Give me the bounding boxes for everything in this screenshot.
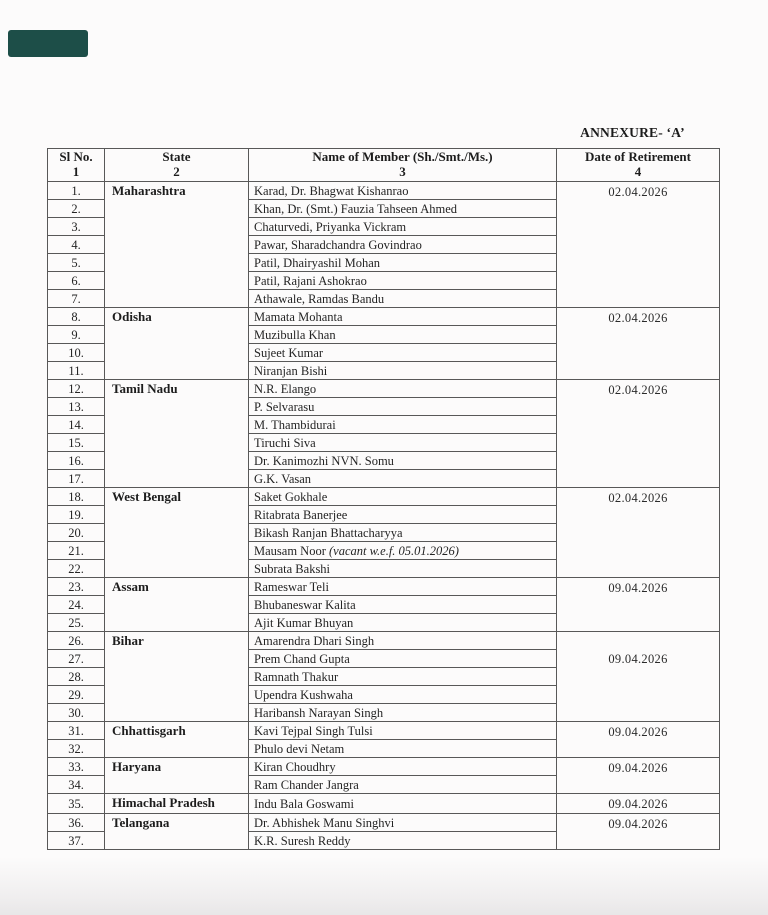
member-name-cell: Bikash Ranjan Bhattacharyya — [249, 524, 557, 542]
retirement-table — [47, 148, 720, 850]
sl-no-cell: 22. — [48, 560, 105, 578]
retirement-date-cell: 09.04.2026 — [557, 794, 720, 814]
sl-no-cell: 36. — [48, 814, 105, 832]
retirement-date-cell: 09.04.2026 — [557, 758, 720, 794]
header-number: 4 — [634, 163, 642, 179]
table-row — [48, 722, 720, 740]
retirement-date-cell: 09.04.2026 — [557, 632, 720, 722]
sl-no-cell: 18. — [48, 488, 105, 506]
member-name-cell: K.R. Suresh Reddy — [249, 832, 557, 850]
member-name-cell: Dr. Kanimozhi NVN. Somu — [249, 452, 557, 470]
header-number: 3 — [399, 163, 406, 179]
state-cell: Bihar — [105, 632, 249, 722]
member-name-cell: P. Selvarasu — [249, 398, 557, 416]
state-cell: Haryana — [105, 758, 249, 794]
sl-no-cell: 11. — [48, 362, 105, 380]
sl-no-cell: 12. — [48, 380, 105, 398]
retirement-date-cell: 02.04.2026 — [557, 182, 720, 308]
sl-no-cell: 30. — [48, 704, 105, 722]
state-cell: Odisha — [105, 308, 249, 380]
member-name-cell: M. Thambidurai — [249, 416, 557, 434]
sl-no-cell: 27. — [48, 650, 105, 668]
retirement-date-cell: 09.04.2026 — [557, 814, 720, 850]
sl-no-cell: 32. — [48, 740, 105, 758]
sl-no-cell: 9. — [48, 326, 105, 344]
member-name-cell: Ajit Kumar Bhuyan — [249, 614, 557, 632]
member-name-cell: Ritabrata Banerjee — [249, 506, 557, 524]
member-name-cell: Kiran Choudhry — [249, 758, 557, 776]
member-name-cell: Saket Gokhale — [249, 488, 557, 506]
table-row — [48, 308, 720, 326]
sl-no-cell: 14. — [48, 416, 105, 434]
sl-no-cell: 31. — [48, 722, 105, 740]
sl-no-cell: 37. — [48, 832, 105, 850]
header-number: 1 — [72, 163, 80, 179]
member-name-cell: Pawar, Sharadchandra Govindrao — [249, 236, 557, 254]
member-name-cell: Rameswar Teli — [249, 578, 557, 596]
member-name-cell: Niranjan Bishi — [249, 362, 557, 380]
member-name-cell: Ram Chander Jangra — [249, 776, 557, 794]
member-name-cell: Dr. Abhishek Manu Singhvi — [249, 814, 557, 832]
member-name-cell: Subrata Bakshi — [249, 560, 557, 578]
member-name-cell: Upendra Kushwaha — [249, 686, 557, 704]
table-row — [48, 814, 720, 832]
sl-no-cell: 16. — [48, 452, 105, 470]
header-cell-member-name — [249, 149, 557, 182]
sl-no-cell: 7. — [48, 290, 105, 308]
sl-no-cell: 33. — [48, 758, 105, 776]
member-name-cell: Tiruchi Siva — [249, 434, 557, 452]
sl-no-cell: 20. — [48, 524, 105, 542]
member-name-cell: Sujeet Kumar — [249, 344, 557, 362]
sl-no-cell: 3. — [48, 218, 105, 236]
member-name-cell: Khan, Dr. (Smt.) Fauzia Tahseen Ahmed — [249, 200, 557, 218]
member-name-cell: Patil, Rajani Ashokrao — [249, 272, 557, 290]
member-name-cell: Chaturvedi, Priyanka Vickram — [249, 218, 557, 236]
state-cell: Himachal Pradesh — [105, 794, 249, 814]
sl-no-cell: 29. — [48, 686, 105, 704]
state-cell: Tamil Nadu — [105, 380, 249, 488]
table-row — [48, 632, 720, 650]
header-cell-sl-no — [48, 149, 105, 182]
state-cell: Maharashtra — [105, 182, 249, 308]
member-name-cell: Indu Bala Goswami — [249, 794, 557, 814]
header-number: 2 — [173, 163, 180, 179]
header-title: State — [162, 149, 191, 164]
retirement-date-cell: 09.04.2026 — [557, 578, 720, 632]
member-name-cell: G.K. Vasan — [249, 470, 557, 488]
sl-no-cell: 23. — [48, 578, 105, 596]
sl-no-cell: 34. — [48, 776, 105, 794]
retirement-date-cell: 02.04.2026 — [557, 488, 720, 578]
vacancy-note: (vacant w.e.f. 05.01.2026) — [325, 543, 459, 558]
table-header-row — [48, 149, 720, 182]
header-cell-state — [105, 149, 249, 182]
member-name-cell: Muzibulla Khan — [249, 326, 557, 344]
sl-no-cell: 25. — [48, 614, 105, 632]
annexure-label: ANNEXURE- ‘A’ — [580, 125, 685, 140]
sl-no-cell: 13. — [48, 398, 105, 416]
member-name-cell: Athawale, Ramdas Bandu — [249, 290, 557, 308]
header-title: Sl No. — [59, 149, 93, 164]
member-name-cell: Mamata Mohanta — [249, 308, 557, 326]
table-row — [48, 758, 720, 776]
member-name-cell: N.R. Elango — [249, 380, 557, 398]
table-row — [48, 794, 720, 814]
retirement-date-cell: 02.04.2026 — [557, 380, 720, 488]
header-title: Name of Member (Sh./Smt./Ms.) — [312, 149, 493, 164]
retirement-date-cell: 02.04.2026 — [557, 308, 720, 380]
sl-no-cell: 6. — [48, 272, 105, 290]
member-name-cell: Haribansh Narayan Singh — [249, 704, 557, 722]
sl-no-cell: 15. — [48, 434, 105, 452]
state-cell: Chhattisgarh — [105, 722, 249, 758]
sl-no-cell: 1. — [48, 182, 105, 200]
corner-mark — [8, 30, 88, 57]
member-name-cell: Bhubaneswar Kalita — [249, 596, 557, 614]
state-cell: Assam — [105, 578, 249, 632]
sl-no-cell: 4. — [48, 236, 105, 254]
state-cell: West Bengal — [105, 488, 249, 578]
sl-no-cell: 5. — [48, 254, 105, 272]
member-name-cell: Amarendra Dhari Singh — [249, 632, 557, 650]
member-name-cell: Patil, Dhairyashil Mohan — [249, 254, 557, 272]
sl-no-cell: 10. — [48, 344, 105, 362]
table-row — [48, 488, 720, 506]
header-title: Date of Retirement — [585, 149, 691, 164]
sl-no-cell: 28. — [48, 668, 105, 686]
member-name-cell: Ramnath Thakur — [249, 668, 557, 686]
state-cell: Telangana — [105, 814, 249, 850]
member-name-cell: Mausam Noor (vacant w.e.f. 05.01.2026) — [249, 542, 557, 560]
sl-no-cell: 26. — [48, 632, 105, 650]
retirement-date-cell: 09.04.2026 — [557, 722, 720, 758]
member-name-cell: Prem Chand Gupta — [249, 650, 557, 668]
sl-no-cell: 24. — [48, 596, 105, 614]
sl-no-cell: 2. — [48, 200, 105, 218]
sl-no-cell: 8. — [48, 308, 105, 326]
sl-no-cell: 19. — [48, 506, 105, 524]
table-row — [48, 182, 720, 200]
member-name-cell: Karad, Dr. Bhagwat Kishanrao — [249, 182, 557, 200]
sl-no-cell: 17. — [48, 470, 105, 488]
scan-shadow — [0, 857, 768, 915]
member-name-cell: Phulo devi Netam — [249, 740, 557, 758]
sl-no-cell: 21. — [48, 542, 105, 560]
member-name-cell: Kavi Tejpal Singh Tulsi — [249, 722, 557, 740]
sl-no-cell: 35. — [48, 794, 105, 814]
header-cell-retirement-date — [557, 149, 720, 182]
table-row — [48, 380, 720, 398]
table-row — [48, 578, 720, 596]
